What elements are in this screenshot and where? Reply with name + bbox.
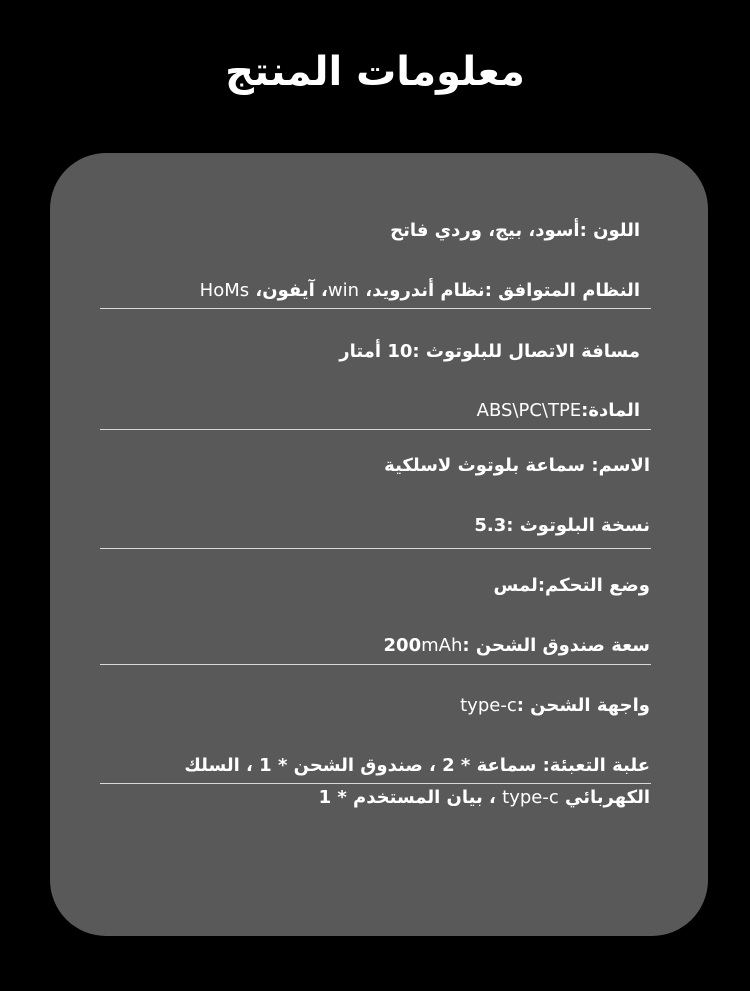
spec-compat-value-iphone: ، آيفون، <box>249 280 328 301</box>
spec-battery <box>384 632 650 660</box>
spec-compat-value-homs: HoMs <box>199 280 250 301</box>
spec-range-value: 10 أمتار <box>339 341 413 362</box>
spec-battery-value-number: 200 <box>383 635 422 656</box>
spec-package-value-line1: سماعة * 2 ، صندوق الشحن * 1 ، السلك <box>184 755 537 776</box>
spec-material-value: ABS\PC\TPE <box>476 400 582 421</box>
spec-battery-label: سعة صندوق الشحن : <box>462 635 650 656</box>
spec-compat-value-android: نظام أندرويد، <box>359 280 485 301</box>
spec-bt-version <box>474 512 650 540</box>
spec-name-label: الاسم: <box>585 455 650 476</box>
divider <box>100 664 651 665</box>
page-title: معلومات المنتج <box>225 49 525 95</box>
spec-compat <box>200 277 640 305</box>
spec-material <box>477 397 640 425</box>
spec-bt-version-label: نسخة البلوتوث : <box>506 515 650 536</box>
divider <box>100 429 651 430</box>
product-info-card <box>50 153 708 936</box>
spec-color-label: اللون : <box>579 220 640 241</box>
spec-range-label: مسافة الاتصال للبلوتوث : <box>412 341 640 362</box>
spec-name <box>384 452 650 480</box>
divider <box>100 548 651 549</box>
spec-package-value-line2-b: ، بيان المستخدم * 1 <box>318 787 503 808</box>
spec-port-value: type-c <box>460 695 517 716</box>
spec-compat-value-win: win <box>327 280 360 301</box>
spec-package-label: علبة التعبئة: <box>536 755 650 776</box>
spec-control-value: لمس <box>493 575 538 596</box>
divider <box>100 308 651 309</box>
spec-port <box>460 692 650 720</box>
spec-color <box>390 217 640 245</box>
spec-bt-version-value: 5.3 <box>474 515 507 536</box>
spec-range <box>339 338 640 366</box>
spec-port-label: واجهة الشحن : <box>516 695 650 716</box>
spec-package-line1 <box>184 752 650 780</box>
spec-control-label: وضع التحكم: <box>537 575 650 596</box>
spec-color-value: أسود، بيج، وردي فاتح <box>390 220 580 241</box>
spec-battery-value <box>384 635 463 656</box>
spec-name-value: سماعة بلوتوث لاسلكية <box>384 455 586 476</box>
spec-package-value-line2-a: الكهربائي <box>558 787 650 808</box>
spec-material-label: المادة: <box>581 400 640 421</box>
spec-package-line2 <box>319 784 650 812</box>
spec-package-value-line2-type: type-c <box>502 787 559 808</box>
spec-battery-value-unit: mAh <box>421 635 463 656</box>
spec-control <box>494 572 650 600</box>
spec-compat-label: النظام المتوافق : <box>484 280 640 301</box>
